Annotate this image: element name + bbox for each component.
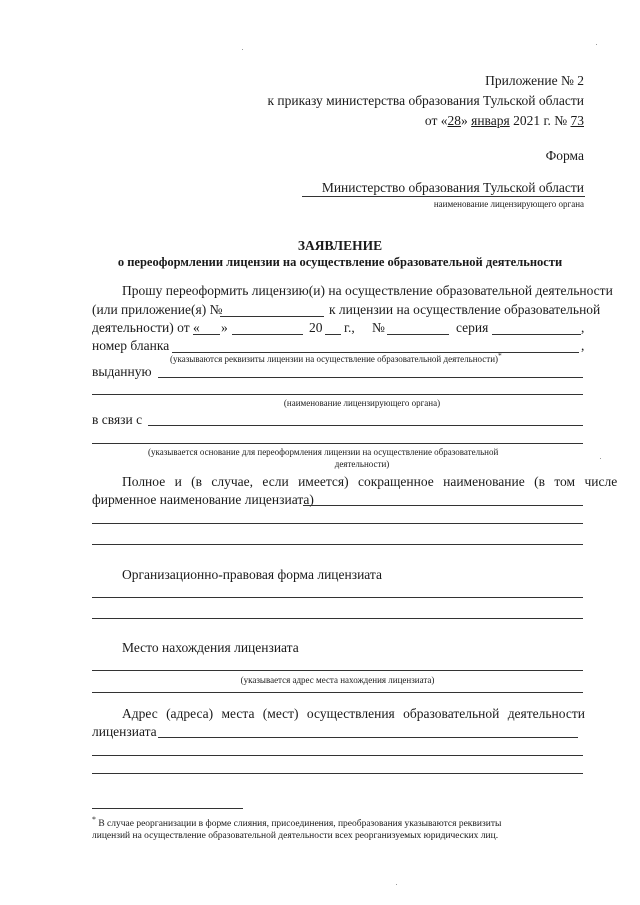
license-date-quote: » bbox=[221, 320, 228, 335]
location-label: Место нахождения лицензиата bbox=[122, 640, 299, 655]
series-comma: , bbox=[581, 320, 585, 335]
fullname-label-1 bbox=[122, 474, 618, 490]
license-year-prefix: 20 bbox=[309, 320, 323, 335]
scan-speck bbox=[396, 884, 397, 885]
license-series-field[interactable] bbox=[492, 334, 581, 335]
address-field-2[interactable] bbox=[92, 755, 583, 756]
address-label-1 bbox=[122, 706, 585, 722]
location-caption: (указывается адрес места нахождения лицензиата) bbox=[240, 675, 435, 685]
appendix-number-label: (или приложение(я) № bbox=[92, 302, 223, 317]
requisites-caption-text: (указываются реквизиты лицензии на осуществление образовательной деятельности) bbox=[170, 354, 499, 364]
fullname-field-2[interactable] bbox=[92, 523, 583, 524]
license-day-field[interactable] bbox=[193, 334, 220, 335]
license-number-label: № bbox=[372, 320, 385, 335]
scan-speck bbox=[600, 458, 601, 459]
order-date-month: января bbox=[471, 113, 510, 128]
reason-field[interactable] bbox=[148, 425, 583, 426]
order-reference: к приказу министерства образования Тульской области bbox=[267, 93, 584, 108]
address-field[interactable] bbox=[158, 737, 578, 738]
address-word: Адрес bbox=[122, 706, 158, 721]
request-line-2-tail: к лицензии на осуществление образовательной bbox=[329, 302, 601, 317]
address-field-3[interactable] bbox=[92, 773, 583, 774]
license-date-label: деятельности) от « bbox=[92, 320, 200, 335]
license-year-field[interactable] bbox=[325, 334, 341, 335]
document-subtitle: о переоформлении лицензии на осуществление образовательной деятельности bbox=[117, 255, 563, 269]
address-word: места bbox=[221, 706, 255, 721]
footnote-mark: * bbox=[92, 815, 96, 824]
address-word: (мест) bbox=[262, 706, 299, 721]
reason-caption-2: деятельности) bbox=[334, 459, 390, 469]
license-series-label: серия bbox=[456, 320, 489, 335]
order-date-year: 2021 г. № bbox=[513, 113, 568, 128]
fullname-field[interactable] bbox=[303, 505, 583, 506]
fullname-field-3[interactable] bbox=[92, 544, 583, 545]
order-date-prefix: от « bbox=[424, 113, 448, 128]
footnote-line-2: лицензий на осуществление образовательной деятельности всех реорганизуемых юридических лиц. bbox=[92, 831, 499, 841]
reason-caption-1: (указывается основание для переоформления лицензии на осуществление образовательной bbox=[148, 447, 499, 457]
address-word: осуществления bbox=[306, 706, 395, 721]
reason-label: в связи с bbox=[92, 412, 143, 427]
appendix-number: Приложение № 2 bbox=[485, 73, 584, 88]
requisites-footnote-mark: * bbox=[498, 351, 502, 360]
scan-speck bbox=[242, 49, 243, 50]
form-label: Форма bbox=[545, 148, 584, 163]
legal-form-field[interactable] bbox=[92, 597, 583, 598]
order-date-quote: » bbox=[461, 113, 468, 128]
issued-by-field-2[interactable] bbox=[92, 394, 583, 395]
legal-form-field-2[interactable] bbox=[92, 618, 583, 619]
authority-underline bbox=[302, 196, 585, 197]
order-date-day: 28 bbox=[447, 113, 461, 128]
license-number-field[interactable] bbox=[387, 334, 449, 335]
footnote-separator bbox=[92, 808, 243, 809]
issued-by-field[interactable] bbox=[158, 377, 583, 378]
order-number: 73 bbox=[570, 113, 584, 128]
authority-name-caption: (наименование лицензирующего органа) bbox=[283, 398, 441, 408]
fullname-label-1-text: Полное и (в случае, если имеется) сокращенное наименование (в том числе bbox=[122, 474, 618, 489]
address-word: (адреса) bbox=[166, 706, 214, 721]
requisites-caption bbox=[170, 351, 502, 364]
order-date bbox=[425, 113, 584, 129]
appendix-number-field[interactable] bbox=[220, 316, 324, 317]
fullname-label-2: фирменное наименование лицензиата) bbox=[92, 492, 314, 507]
blank-number-comma: , bbox=[581, 338, 585, 353]
license-year-suffix: г., bbox=[344, 320, 355, 335]
authority-name: Министерство образования Тульской области bbox=[321, 180, 584, 195]
issued-label: выданную bbox=[92, 364, 152, 379]
footnote-line-1 bbox=[92, 815, 501, 829]
authority-caption: наименование лицензирующего органа bbox=[433, 199, 584, 209]
location-field[interactable] bbox=[92, 670, 583, 671]
legal-form-label: Организационно-правовая форма лицензиата bbox=[122, 567, 382, 582]
reason-field-2[interactable] bbox=[92, 443, 583, 444]
address-label-2: лицензиата bbox=[92, 724, 157, 739]
license-month-field[interactable] bbox=[232, 334, 303, 335]
address-word: деятельности bbox=[507, 706, 585, 721]
footnote-text-1: В случае реорганизации в форме слияния, присоединения, преобразования указываются реквизиты bbox=[98, 819, 502, 830]
address-word: образовательной bbox=[403, 706, 500, 721]
blank-number-label: номер бланка bbox=[92, 338, 170, 353]
location-field-2[interactable] bbox=[92, 692, 583, 693]
scan-speck bbox=[596, 44, 597, 45]
request-line-1: Прошу переоформить лицензию(и) на осуществление образовательной деятельности bbox=[122, 283, 613, 298]
document-title: ЗАЯВЛЕНИЕ bbox=[297, 238, 383, 253]
